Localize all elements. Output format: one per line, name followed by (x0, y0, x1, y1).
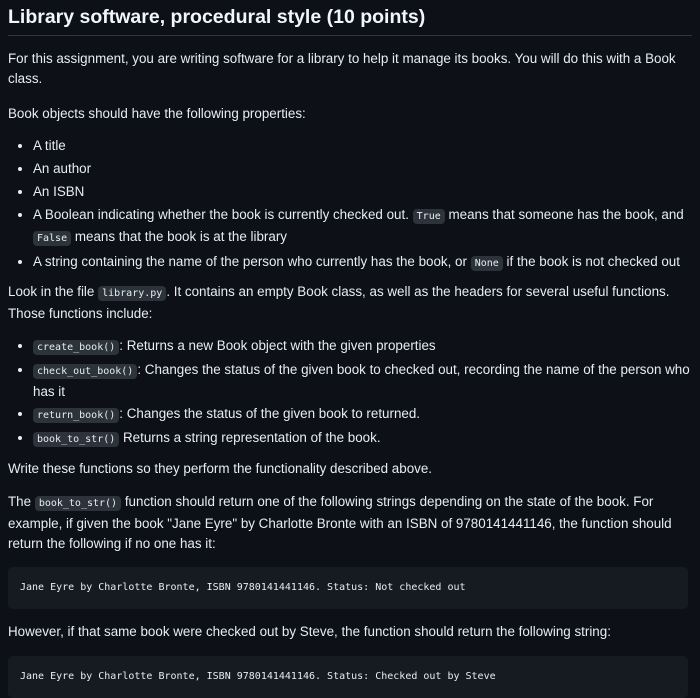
file-para-text: . It contains an empty Book class, as well as the headers for several useful functions. Those functions include: (8, 284, 670, 321)
file-paragraph (8, 282, 692, 324)
properties-intro: Book objects should have the following properties: (8, 106, 306, 121)
code-block: Jane Eyre by Charlotte Bronte, ISBN 9780141441146. Status: Not checked out (8, 567, 688, 609)
property-text: A Boolean indicating whether the book is currently checked out. (33, 207, 409, 222)
inline-code-none: None (471, 256, 503, 271)
return-paragraph (8, 492, 692, 554)
property-text: if the book is not checked out (506, 254, 680, 269)
inline-code-function: book_to_str() (33, 432, 119, 447)
inline-code-true: True (413, 209, 445, 224)
inline-code-false: False (33, 231, 71, 246)
inline-code-filename: library.py (98, 286, 166, 301)
write-paragraph: Write these functions so they perform the functionality described above. (8, 461, 433, 476)
return-para-text: function should return one of the following strings depending on the state of the book. For example, if given the book "Jane Eyre" by Charlotte Bronte with an ISBN of 9780141441146, the function should return the following if no one has it: (8, 494, 672, 551)
function-item (33, 428, 692, 450)
property-text: A string containing the name of the person who currently has the book, or (33, 254, 467, 269)
inline-code-function: create_book() (33, 340, 119, 355)
inline-code-function: book_to_str() (35, 496, 121, 511)
function-description: Returns a string representation of the book. (119, 430, 381, 445)
functions-list (8, 336, 692, 450)
function-description: : Changes the status of the given book to returned. (119, 406, 421, 421)
inline-code-function: return_book() (33, 408, 119, 423)
property-checked-out (33, 205, 692, 249)
property-text: means that the book is at the library (74, 229, 287, 244)
inline-code-function: check_out_book() (33, 364, 137, 379)
page-title: Library software, procedural style (10 points) (8, 0, 692, 36)
function-item (33, 336, 692, 358)
function-description: : Returns a new Book object with the given properties (119, 338, 436, 353)
property-author: • An author (33, 159, 692, 179)
property-isbn: • An ISBN (33, 182, 692, 202)
function-item (33, 404, 692, 426)
code-block: Jane Eyre by Charlotte Bronte, ISBN 9780141441146. Status: Checked out by Steve (8, 656, 688, 698)
intro-paragraph: For this assignment, you are writing software for a library to help it manage its books. You will do this with a Book class. (8, 51, 676, 86)
function-description: : Changes the status of the given book to checked out, recording the name of the person who has it (33, 362, 690, 399)
property-borrower (33, 252, 692, 274)
return-para-text: The (8, 494, 32, 509)
file-para-text: Look in the file (8, 284, 95, 299)
properties-list (8, 136, 692, 274)
steve-paragraph: However, if that same book were checked out by Steve, the function should return the following string: (8, 624, 611, 639)
property-text: means that someone has the book, and (448, 207, 684, 222)
function-item (33, 360, 692, 402)
property-title: • A title (33, 136, 692, 156)
